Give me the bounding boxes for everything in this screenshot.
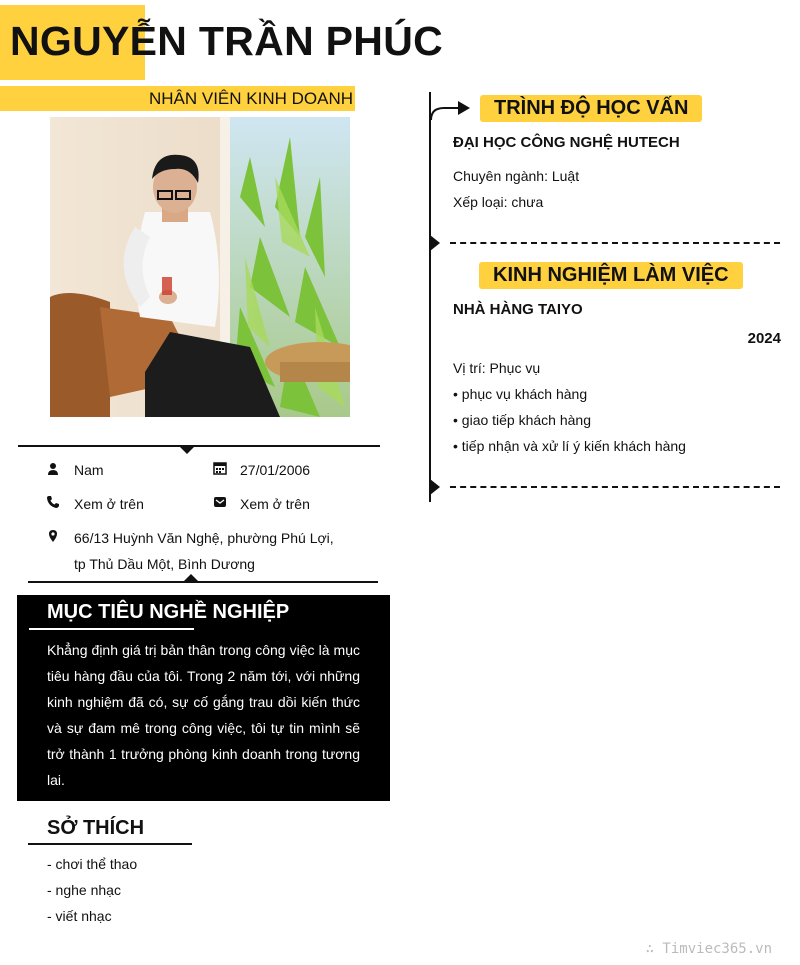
experience-title: KINH NGHIỆM LÀM VIỆC [479,262,743,289]
section-divider [450,242,780,244]
birthday-value: 27/01/2006 [240,462,311,478]
divider-arrow [183,574,199,582]
hobby-item: - chơi thể thao [47,856,138,872]
education-title: TRÌNH ĐỘ HỌC VẤN [480,95,702,122]
candidate-name: NGUYỄN TRẦN PHÚC [10,18,444,64]
career-goal-text: Khẳng định giá trị bản thân trong công việc là mục tiêu hàng đầu của tôi. Trong 2 năm tới, với những kinh nghiệm đã có, sự cố gắng trau dồi kiến thức và sự đam mê trong công việc, tôi tự tin mình sẽ trở thành 1 trưởng phòng kinh doanh trong tương lai. [47,642,360,788]
hobby-item: - nghe nhạc [47,882,121,898]
timeline-line [429,92,431,502]
job-title: NHÂN VIÊN KINH DOANH [148,89,353,108]
timeline-arrow-icon [430,98,474,127]
experience-year: 2024 [747,330,781,347]
education-major: Chuyên ngành: Luật [453,168,580,184]
role-bar [0,86,355,111]
phone-icon [46,495,60,509]
contact-top-divider [18,445,380,447]
address-line-1: 66/13 Huỳnh Văn Nghệ, phường Phú Lợi, [74,530,334,546]
experience-position: Vị trí: Phục vụ [453,360,541,376]
email-icon [213,495,227,509]
watermark: ∴ Timviec365.vn [645,941,772,957]
user-icon [46,462,60,476]
experience-task: • tiếp nhận và xử lí ý kiến khách hàng [453,438,686,454]
experience-task: • giao tiếp khách hàng [453,412,592,428]
education-school: ĐẠI HỌC CÔNG NGHỆ HUTECH [453,134,680,151]
hobby-item: - viết nhạc [47,908,112,924]
hobbies-underline [28,843,192,845]
section-divider [450,486,780,488]
career-goal-underline [29,628,194,630]
experience-company: NHÀ HÀNG TAIYO [453,301,583,318]
career-goal-title: MỤC TIÊU NGHỀ NGHIỆP [47,601,290,623]
profile-photo [50,117,350,417]
timeline-marker [430,479,440,495]
education-grade: Xếp loại: chưa [453,194,544,210]
hobbies-title: SỞ THÍCH [47,817,145,839]
contact-bottom-divider [28,581,378,583]
calendar-icon [213,461,227,475]
timeline-marker [430,235,440,251]
divider-arrow [179,446,195,454]
address-line-2: tp Thủ Dầu Một, Bình Dương [74,556,255,572]
experience-task: • phục vụ khách hàng [453,386,588,402]
map-pin-icon [46,529,60,543]
career-goal-section [17,595,390,801]
phone-value: Xem ở trên [74,496,144,512]
gender-value: Nam [74,462,104,478]
email-value: Xem ở trên [240,496,310,512]
